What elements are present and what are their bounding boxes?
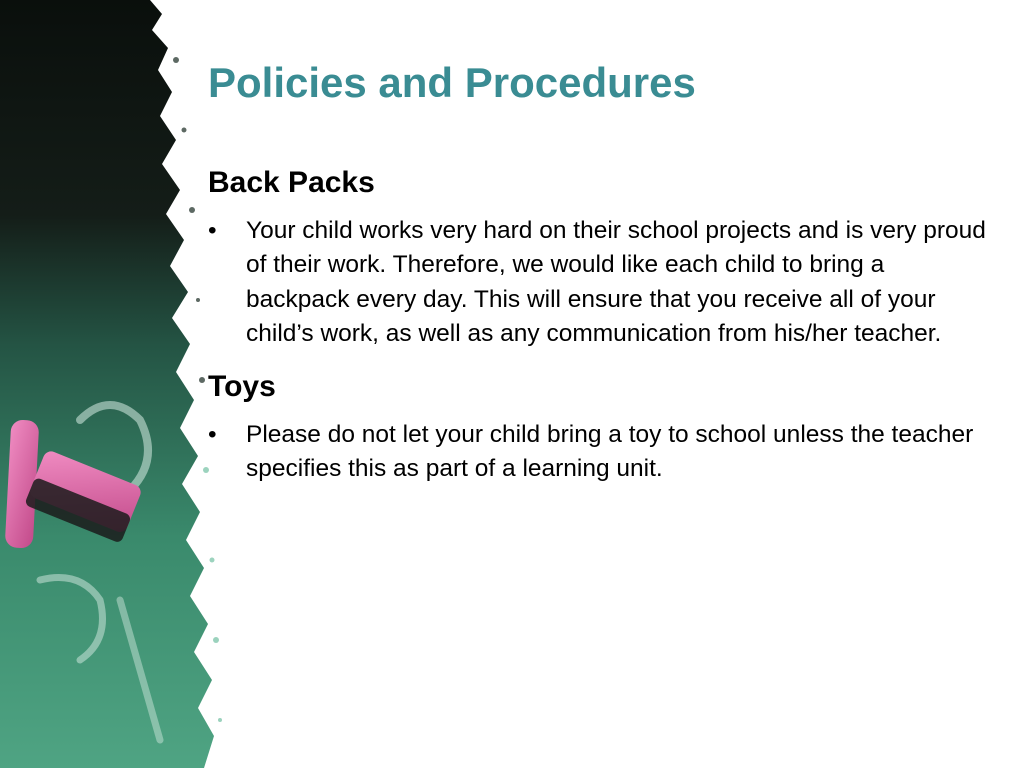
- slide-content: [208, 164, 988, 486]
- section-heading: Toys: [208, 369, 276, 403]
- bullet-icon: •: [208, 217, 217, 244]
- bullet-text: Please do not let your child bring a toy to school unless the teacher specifies this as part of a learning unit.: [246, 420, 974, 483]
- list-item: [208, 214, 988, 352]
- bullet-list: [208, 214, 988, 352]
- bullet-icon: •: [208, 420, 217, 448]
- section-heading: Back Packs: [208, 166, 375, 199]
- bullet-text: Your child works very hard on their school projects and is very proud of their work. Therefore, we would like each child to bring a backpack every day. This will ensure that you receive all of your child’s work, as well as any communication from his/her teacher.: [246, 217, 986, 348]
- section-toys: [208, 368, 988, 487]
- bullet-list: [208, 418, 988, 487]
- page-title: Policies and Procedures: [208, 59, 696, 106]
- section-back-packs: [208, 164, 988, 352]
- list-item: [208, 418, 988, 487]
- chalkboard-chalk-image: [0, 0, 240, 768]
